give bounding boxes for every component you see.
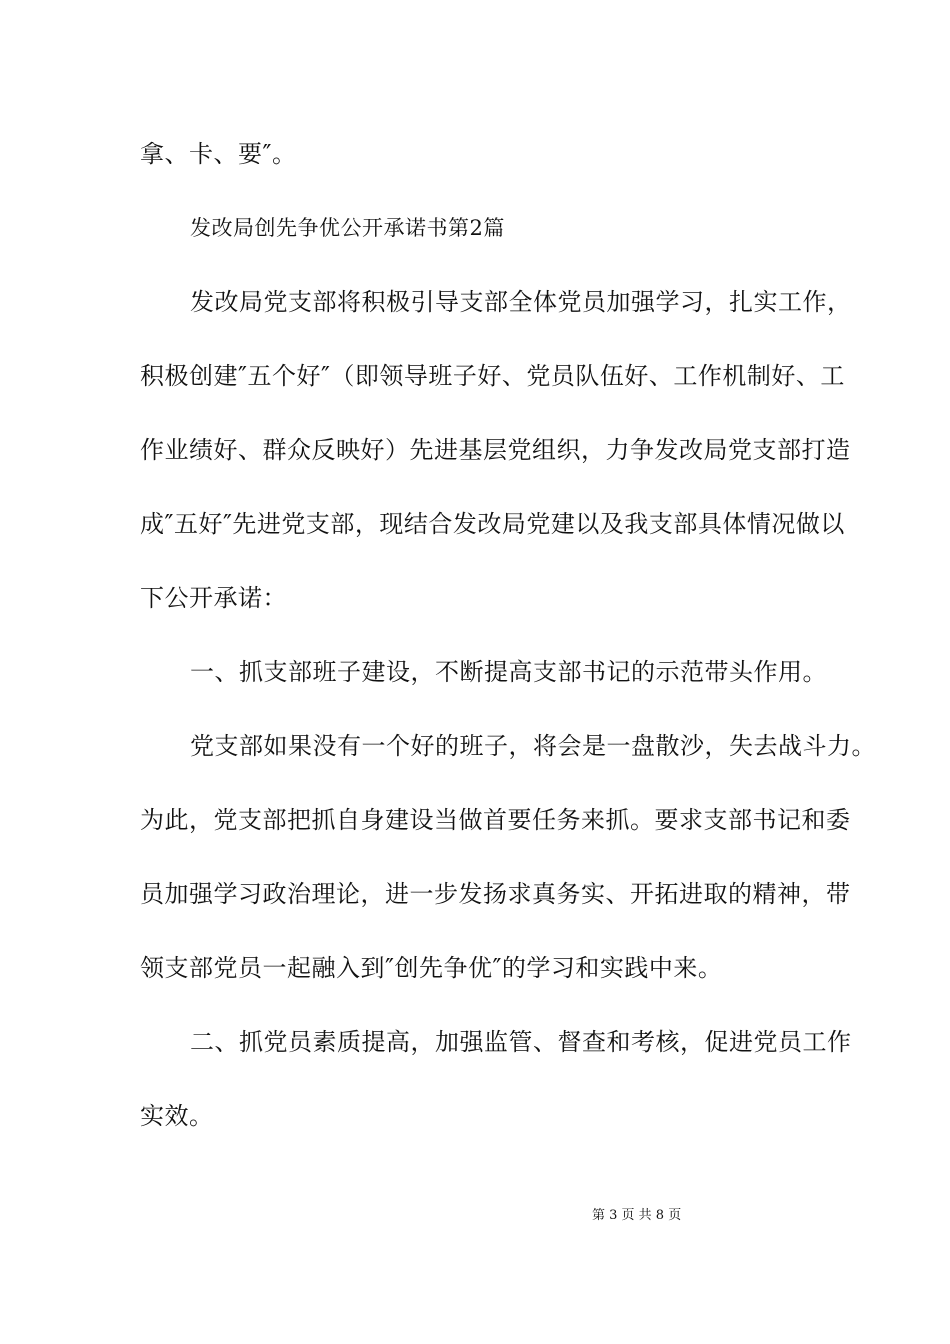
paragraph-line: 员加强学习政治理论，进一步发扬求真务实、开拓进取的精神，带 (140, 880, 851, 908)
section-heading-2: 二、抓党员素质提高，加强监管、督查和考核，促进党员工作 (190, 1028, 852, 1056)
paragraph-line: 实效。 (140, 1102, 214, 1130)
paragraph-line: 作业绩好、群众反映好）先进基层党组织，力争发改局党支部打造 (140, 436, 851, 464)
paragraph-line: 发改局党支部将积极引导支部全体党员加强学习，扎实工作， (190, 288, 852, 316)
paragraph-line: 党支部如果没有一个好的班子，将会是一盘散沙，失去战斗力。 (190, 732, 876, 760)
text-line-continuation: 拿、卡、要″。 (140, 140, 297, 168)
paragraph-line: 下公开承诺： (140, 584, 287, 612)
section-title: 发改局创先争优公开承诺书第2篇 (190, 216, 505, 240)
paragraph-line: 领支部党员一起融入到″创先争优″的学习和实践中来。 (140, 954, 723, 982)
paragraph-line: 为此，党支部把抓自身建设当做首要任务来抓。要求支部书记和委 (140, 806, 851, 834)
paragraph-line: 积极创建″五个好″（即领导班子好、党员队伍好、工作机制好、工 (140, 362, 845, 390)
paragraph-line: 成″五好″先进党支部，现结合发改局党建以及我支部具体情况做以 (140, 510, 845, 538)
section-heading-1: 一、抓支部班子建设，不断提高支部书记的示范带头作用。 (190, 658, 827, 686)
page-number-footer: 第 3 页 共 8 页 (592, 1208, 682, 1223)
